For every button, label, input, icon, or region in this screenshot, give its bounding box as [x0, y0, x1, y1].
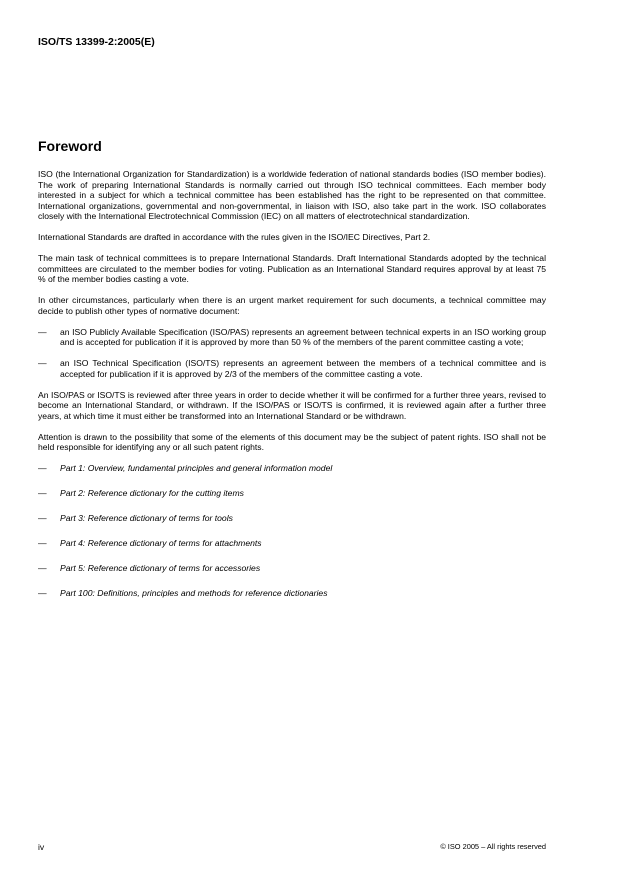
list-item-part-5 — [38, 563, 546, 574]
part-title: Part 4: Reference dictionary of terms for attachments — [60, 538, 262, 549]
list-item-part-4 — [38, 538, 546, 549]
dash-marker: — — [38, 326, 47, 337]
dash-marker: — — [38, 463, 47, 473]
list-item-part-100 — [38, 588, 546, 599]
paragraph-main-task: The main task of technical committees is to prepare International Standards. Draft International Standards adopted by the technical committees are circulated to the member bodies for voting. Publication as an International Standard requires approval by at least 75 % of the member bodies casting a vote. — [38, 253, 546, 284]
bullet-item-ts — [38, 358, 546, 379]
parts-list — [38, 463, 546, 599]
dash-marker: — — [38, 538, 47, 549]
page-title: Foreword — [38, 138, 102, 154]
dash-marker: — — [38, 588, 47, 599]
bullet-text: an ISO Technical Specification (ISO/TS) represents an agreement between the members of a technical committee and is accepted for publication if it is approved by 2/3 of the members of the committee casting a vote. — [60, 358, 546, 379]
part-title: Part 1: Overview, fundamental principles and general information model — [60, 463, 333, 473]
dash-marker: — — [38, 513, 47, 524]
part-title: Part 100: Definitions, principles and methods for reference dictionaries — [60, 588, 328, 599]
part-title: Part 2: Reference dictionary for the cutting items — [60, 488, 244, 499]
paragraph-patent: Attention is drawn to the possibility that some of the elements of this document may be the subject of patent rights. ISO shall not be held responsible for identifying any or all such patent rights. — [38, 431, 546, 452]
dash-marker: — — [38, 488, 47, 499]
dash-marker: — — [38, 563, 47, 574]
paragraph-directives: International Standards are drafted in accordance with the rules given in the ISO/IEC Directives, Part 2. — [38, 232, 431, 242]
part-title: Part 5: Reference dictionary of terms for accessories — [60, 563, 261, 574]
paragraph-review: An ISO/PAS or ISO/TS is reviewed after three years in order to decide whether it will be confirmed for a further three years, revised to become an International Standard, or withdrawn. If the ISO/PAS or ISO/TS is confirmed, it is reviewed again after a further three years, at which time it must either be transformed into an International Standard or be withdrawn. — [38, 389, 546, 421]
bullet-item-pas — [38, 327, 546, 348]
paragraph-other-circumstances: In other circumstances, particularly when there is an urgent market requirement for such documents, a technical committee may decide to publish other types of normative document: — [38, 295, 546, 316]
list-item-part-1 — [38, 463, 546, 474]
document-id: ISO/TS 13399-2:2005(E) — [38, 36, 155, 48]
list-item-part-3 — [38, 513, 546, 524]
bullet-text: an ISO Publicly Available Specification (ISO/PAS) represents an agreement between technical experts in an ISO working group and is accepted for publication if it is approved by more than 50 % of the members of the parent committee casting a vote; — [60, 326, 546, 347]
dash-marker: — — [38, 358, 47, 368]
copyright-notice: © ISO 2005 – All rights reserved — [440, 842, 546, 851]
page-number: iv — [38, 842, 45, 852]
foreword-body — [38, 169, 546, 614]
list-item-part-2 — [38, 488, 546, 499]
part-title: Part 3: Reference dictionary of terms for tools — [60, 513, 233, 524]
paragraph-iso-intro: ISO (the International Organization for Standardization) is a worldwide federation of national standards bodies (ISO member bodies). The work of preparing International Standards is normally carried out through ISO technical committees. Each member body interested in a subject for which a technical committee has been established has the right to be represented on that committee. International organizations, governmental and non-governmental, in liaison with ISO, also take part in the work. ISO collaborates closely with the International Electrotechnical Commission (IEC) on all matters of electrotechnical standardization. — [38, 169, 546, 221]
